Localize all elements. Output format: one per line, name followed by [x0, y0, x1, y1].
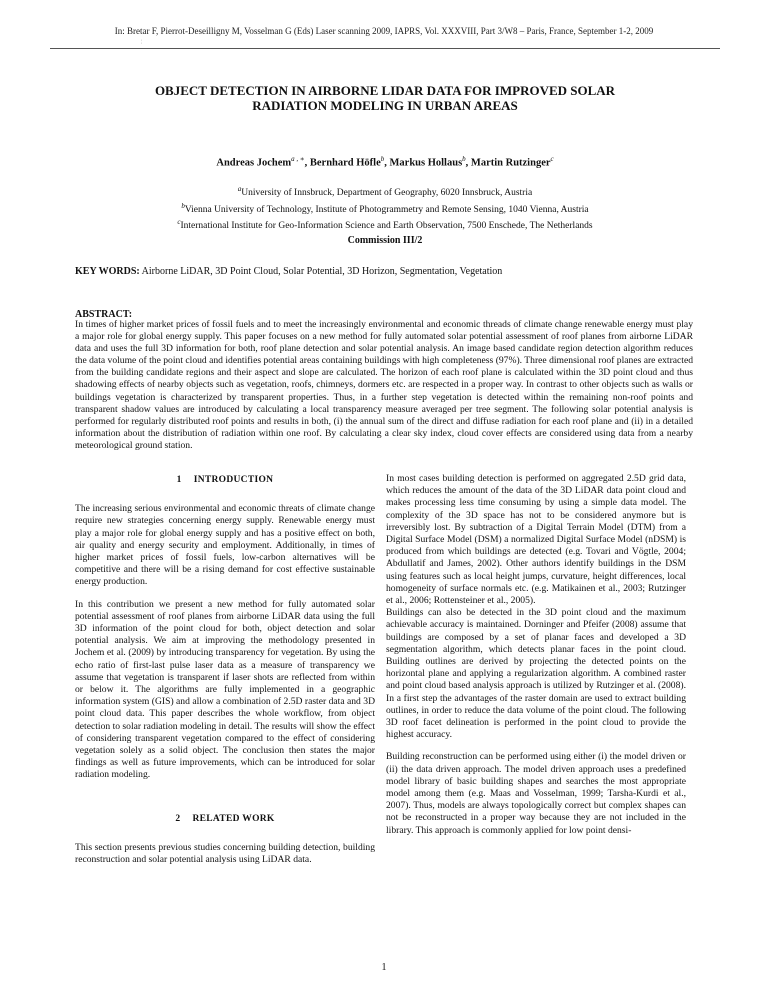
author-name: Bernhard Höfle: [309, 157, 381, 169]
author-affil-mark: b: [462, 155, 466, 163]
author-affil-mark: c: [550, 155, 554, 163]
paper-title: [80, 83, 690, 113]
keywords-text: Airborne LiDAR, 3D Point Cloud, Solar Potential, 3D Horizon, Segmentation, Vegetation: [139, 266, 503, 277]
keywords: [75, 266, 695, 277]
title-line-1: OBJECT DETECTION IN AIRBORNE LIDAR DATA FOR IMPROVED SOLAR: [154, 83, 616, 98]
section-title: RELATED WORK: [192, 813, 275, 824]
author-name: Andreas Jochem: [216, 157, 292, 169]
paragraph: Building reconstruction can be performed using either (i) the model driven or (ii) the data driven approach. The model driven approach uses a predefined model library of basic building shapes and searches the most appropriate model among them (e.g. Maas and Vosselman, 1999; Tarsha-Kurdi et al., 2007). Thus, models are always topologically correct but complex shapes can not be reconstructed in a proper way because they are not included in the library. This approach is commonly applied for low point densi-: [386, 751, 686, 836]
affiliation-mark: c: [177, 218, 181, 227]
section-title: INTRODUCTION: [193, 475, 274, 485]
affiliation-c: [60, 216, 710, 233]
section-number: 2: [175, 813, 181, 824]
author-separator: ,: [304, 157, 310, 169]
paragraph: The increasing serious environmental and economic threats of climate change require new strategies concerning energy supply. Renewable energy must play a major role for global energy supply and has a positive effect on both, air quality and energy security and employment. Additionally, in times of higher market prices of fossil fuels, low-carbon alternatives will be competitive and there will be a rising demand for cost effective sustainable energy production.: [75, 503, 375, 588]
left-column: [75, 474, 375, 876]
author-affil-mark: b: [380, 155, 385, 163]
header-rule: [50, 48, 720, 49]
paragraph: Buildings can also be detected in the 3D point cloud and the maximum achievable accuracy is maintained. Dorninger and Pfeifer (2008) assume that buildings are composed by a set of planar faces and developed a 3D segmentation algorithm, which detects planar faces in the point cloud. Building outlines are derived by projecting the detected points on the horizontal plane and applying a regularization algorithm. A combined raster and point cloud based analysis approach is utilized by Rutzinger et al. (2008). In a first step the advantages of the raster domain are used to extract building outlines, in order to reduce the data volume of the point cloud. The following 3D roof facet delineation is performed in the point cloud to provide the highest accuracy.: [386, 607, 686, 741]
affiliation-text: University of Innsbruck, Department of Geography, 6020 Innsbruck, Austria: [241, 188, 533, 199]
author-separator: ,: [465, 157, 471, 169]
affiliation-mark: b: [181, 201, 185, 210]
abstract-body: In times of higher market prices of fossil fuels and to meet the increasingly environmental and economic threads of climate change renewable energy must play a major role for global energy supply. This paper focuses on a new method for fully automated solar potential assessment of roof planes from airborne LiDAR data and uses the full 3D information for both, roof plane detection and solar potential analysis. An image based candidate region detection algorithm reduces the data volume of the point cloud and identifies potential areas containing buildings with high completeness (97%). Three dimensional roof planes are extracted from the building candidate regions and their aspect and slope are calculated. The horizon of each roof plane is calculated within the 3D point cloud and thus shadowing effects of nearby objects such as vegetation, roofs, chimneys, dormers etc. are respected in a proper way. In contrast to other objects such as walls or buildings vegetation is characterized by transparent properties. Thus, in a further step vegetation is detected within the remaining non-roof points and transparent shadow values are introduced by calculating a local transparency measure averaged per tree segment. The following solar potential analysis is performed for regularly distributed roof points and results in both, (i) the annual sum of the direct and diffuse radiation for each roof plane and (ii) in a detailed information about the distribution of radiation within one roof. By calculating a clear sky index, cloud cover effects are considered using data from a nearby meteorological ground station.: [75, 319, 693, 451]
keywords-label: KEY WORDS:: [75, 266, 140, 277]
right-column: [386, 473, 686, 847]
section-heading-related-work: [75, 813, 375, 825]
affiliation-text: International Institute for Geo-Information Science and Earth Observation, 7500 Enschede, The Netherlands: [180, 221, 593, 232]
paragraph: In this contribution we present a new method for fully automated solar potential assessment of roof planes from airborne LiDAR data using the full 3D information of the point cloud for both, object detection and solar potential analysis. We aim at improving the methodology presented in Jochem et al. (2009) by introducing transparency for vegetation. By using the echo ratio of first-last pulse laser data as a measure of transparency we assume that vegetation is transparent if laser shots are reflected from within or below it. The algorithms are fully implemented in a geographic information system (GIS) and allow a combination of 2.5D raster data and 3D point cloud data. This paper describes the whole workflow, from object detection to solar radiation modeling in detail. The results will show the effect of considering transparent vegetation compared to the effect of considering vegetation solely as a solid object. The conclusion then states the major findings as well as future improvements, which can be introduced for solar radiation modeling.: [75, 598, 375, 781]
affiliation-mark: a: [237, 185, 242, 193]
author-name: Martin Rutzinger: [470, 157, 551, 169]
page-number: 1: [381, 962, 387, 973]
affiliation-list: [60, 183, 710, 233]
title-line-2: RADIATION MODELING IN URBAN AREAS: [252, 98, 518, 113]
commission-label: Commission III/2: [347, 235, 423, 246]
affiliation-a: [60, 183, 710, 200]
author-list: [60, 155, 710, 169]
section-number: 1: [176, 475, 182, 485]
author-separator: ,: [384, 157, 390, 169]
author-name: Markus Hollaus: [389, 157, 463, 169]
abstract-heading: ABSTRACT:: [75, 309, 133, 320]
section-heading-introduction: [75, 474, 375, 486]
citation-header: In: Bretar F, Pierrot-Deseilligny M, Vosselman G (Eds) Laser scanning 2009, IAPRS, Vol. XXXVIII, Part 3/W8 – Paris, France, September 1-2, 2009: [114, 26, 654, 36]
author-affil-mark: a , ∗: [291, 155, 305, 163]
affiliation-b: [60, 200, 710, 217]
header-mark: ¦: [141, 40, 143, 45]
paragraph: In most cases building detection is performed on aggregated 2.5D grid data, which reduces the amount of the data of the 3D LiDAR data point cloud and makes processing less time consuming by using a simple data model. The complexity of the 3D space has not to be considered anymore but is irreversibly lost. By subtraction of a Digital Terrain Model (DTM) from a Digital Surface Model (DSM) a normalized Digital Surface Model (nDSM) is produced from which buildings are detected (e.g. Tovari and Vögtle, 2004; Abdullatif and James, 2002). Other authors identify buildings in the DSM using features such as local height jumps, curvature, height differences, local homogeneity of surface normals etc. (e.g. Matikainen et al., 2003; Rutzinger et al., 2006; Rottensteiner et al., 2005).: [386, 473, 686, 607]
affiliation-text: Vienna University of Technology, Institute of Photogrammetry and Remote Sensing, 1040 Vienna, Austria: [184, 204, 589, 215]
paragraph: This section presents previous studies concerning building detection, building reconstruction and solar potential analysis using LiDAR data.: [75, 841, 375, 866]
